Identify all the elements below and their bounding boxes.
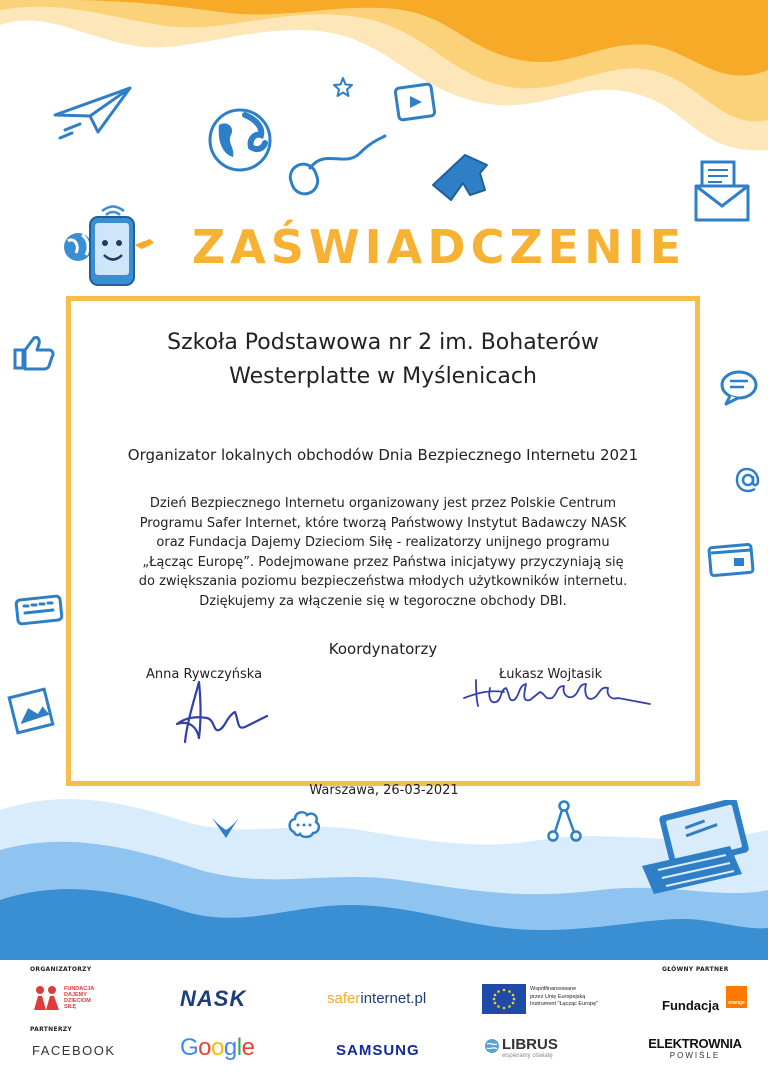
organizers-label: ORGANIZATORZY <box>30 966 92 973</box>
elektrownia-logo <box>640 1036 750 1066</box>
fdds-line: DAJEMY <box>64 992 87 998</box>
saferinternet-logo <box>327 990 426 1007</box>
body-line: do zwiększania poziomu bezpieczeństwa młodych użytkowników internetu. <box>138 574 628 589</box>
school-name-line1: Szkoła Podstawowa nr 2 im. Bohaterów <box>167 330 599 355</box>
partners-label: PARTNERZY <box>30 1026 73 1033</box>
image-icon <box>5 685 57 737</box>
eu-flag-icon <box>482 984 526 1014</box>
body-line: „Łącząc Europę”. Podejmowane przez Państwa inicjatywy przyczyniają się <box>142 554 624 570</box>
cursor-arrow-icon <box>425 145 495 210</box>
share-icon <box>546 800 582 846</box>
google-letter: o <box>211 1034 224 1061</box>
eu-line: Współfinansowane <box>530 986 577 992</box>
eu-line: Instrument "Łącząc Europę" <box>530 1001 599 1007</box>
body-line: Programu Safer Internet, które tworzą Państwowy Instytut Badawczy NASK <box>139 515 627 531</box>
fdds-line: FUNDACJA <box>64 986 95 992</box>
body-line: oraz Fundacja Dajemy Dzieciom Siłę - realizatorzy unijnego programu <box>156 535 610 550</box>
place-and-date: Warszawa, 26-03-2021 <box>309 783 459 798</box>
librus-logo <box>484 1036 584 1064</box>
school-name-line2: Westerplatte w Myślenicach <box>229 364 537 389</box>
paper-plane-icon <box>50 80 135 140</box>
signature-left <box>155 672 285 747</box>
fdds-children-icon <box>32 984 62 1014</box>
fundacja-text: Fundacja <box>662 998 720 1013</box>
librus-tagline: wspieramy oświatę <box>502 1053 553 1059</box>
coordinator-left-name: Anna Rywczyńska <box>146 667 263 682</box>
google-letter: g <box>223 1034 237 1061</box>
thumbs-up-icon <box>12 334 56 372</box>
mouse-icon <box>285 128 395 198</box>
orange-badge: orange <box>726 986 747 1008</box>
elektrownia-text: ELEKTROWNIA <box>648 1036 742 1051</box>
keyboard-icon <box>14 592 64 628</box>
laptop-icon <box>638 800 758 895</box>
fdds-line: DZIECIOM <box>64 998 91 1004</box>
samsung-logo: SAMSUNG <box>336 1042 420 1059</box>
star-icon <box>332 76 354 98</box>
eu-line: przez Unię Europejską <box>530 993 586 1000</box>
certificate-body <box>100 494 666 611</box>
main-partner-label: GŁÓWNY PARTNER <box>662 966 729 973</box>
google-letter: e <box>241 1034 255 1061</box>
at-sign-icon <box>734 466 762 494</box>
facebook-logo: FACEBOOK <box>32 1043 116 1058</box>
nask-logo: NASK <box>180 986 247 1011</box>
fdds-logo <box>32 982 102 1016</box>
certificate-role: Organizator lokalnych obchodów Dnia Bezpiecznego Internetu 2021 <box>127 446 639 464</box>
librus-text: LIBRUS <box>502 1036 558 1053</box>
google-letter: l <box>236 1034 242 1061</box>
coordinator-right-name: Łukasz Wojtasik <box>499 667 603 682</box>
envelope-icon <box>692 158 754 228</box>
chat-bubble-icon <box>718 368 760 406</box>
browser-window-icon <box>706 542 756 578</box>
coordinators-label: Koordynatorzy <box>328 640 438 658</box>
google-logo <box>180 1034 254 1062</box>
eu-cofinancing-logo <box>482 984 622 1014</box>
body-line: Dzień Bezpiecznego Internetu organizowany jest przez Polskie Centrum <box>149 496 617 511</box>
google-letter: o <box>198 1034 212 1061</box>
fdds-line: SIŁĘ <box>64 1004 77 1010</box>
google-letter: G <box>180 1034 199 1061</box>
librus-globe-icon <box>484 1038 500 1054</box>
school-name <box>100 326 666 394</box>
heart-icon <box>208 812 244 842</box>
saferinternet-part-a: safer <box>327 990 361 1007</box>
signature-right <box>460 670 660 715</box>
thought-bubble-icon <box>286 808 322 844</box>
globe-icon <box>205 105 275 175</box>
powisle-text: POWIŚLE <box>669 1051 721 1060</box>
fundacja-orange-logo <box>662 986 747 1012</box>
body-line: Dziękujemy za włączenie się w tegoroczne obchody DBI. <box>199 593 567 609</box>
certificate-title: ZAŚWIADCZENIE <box>191 220 687 274</box>
video-icon <box>393 80 439 124</box>
saferinternet-part-b: internet.pl <box>360 990 427 1007</box>
